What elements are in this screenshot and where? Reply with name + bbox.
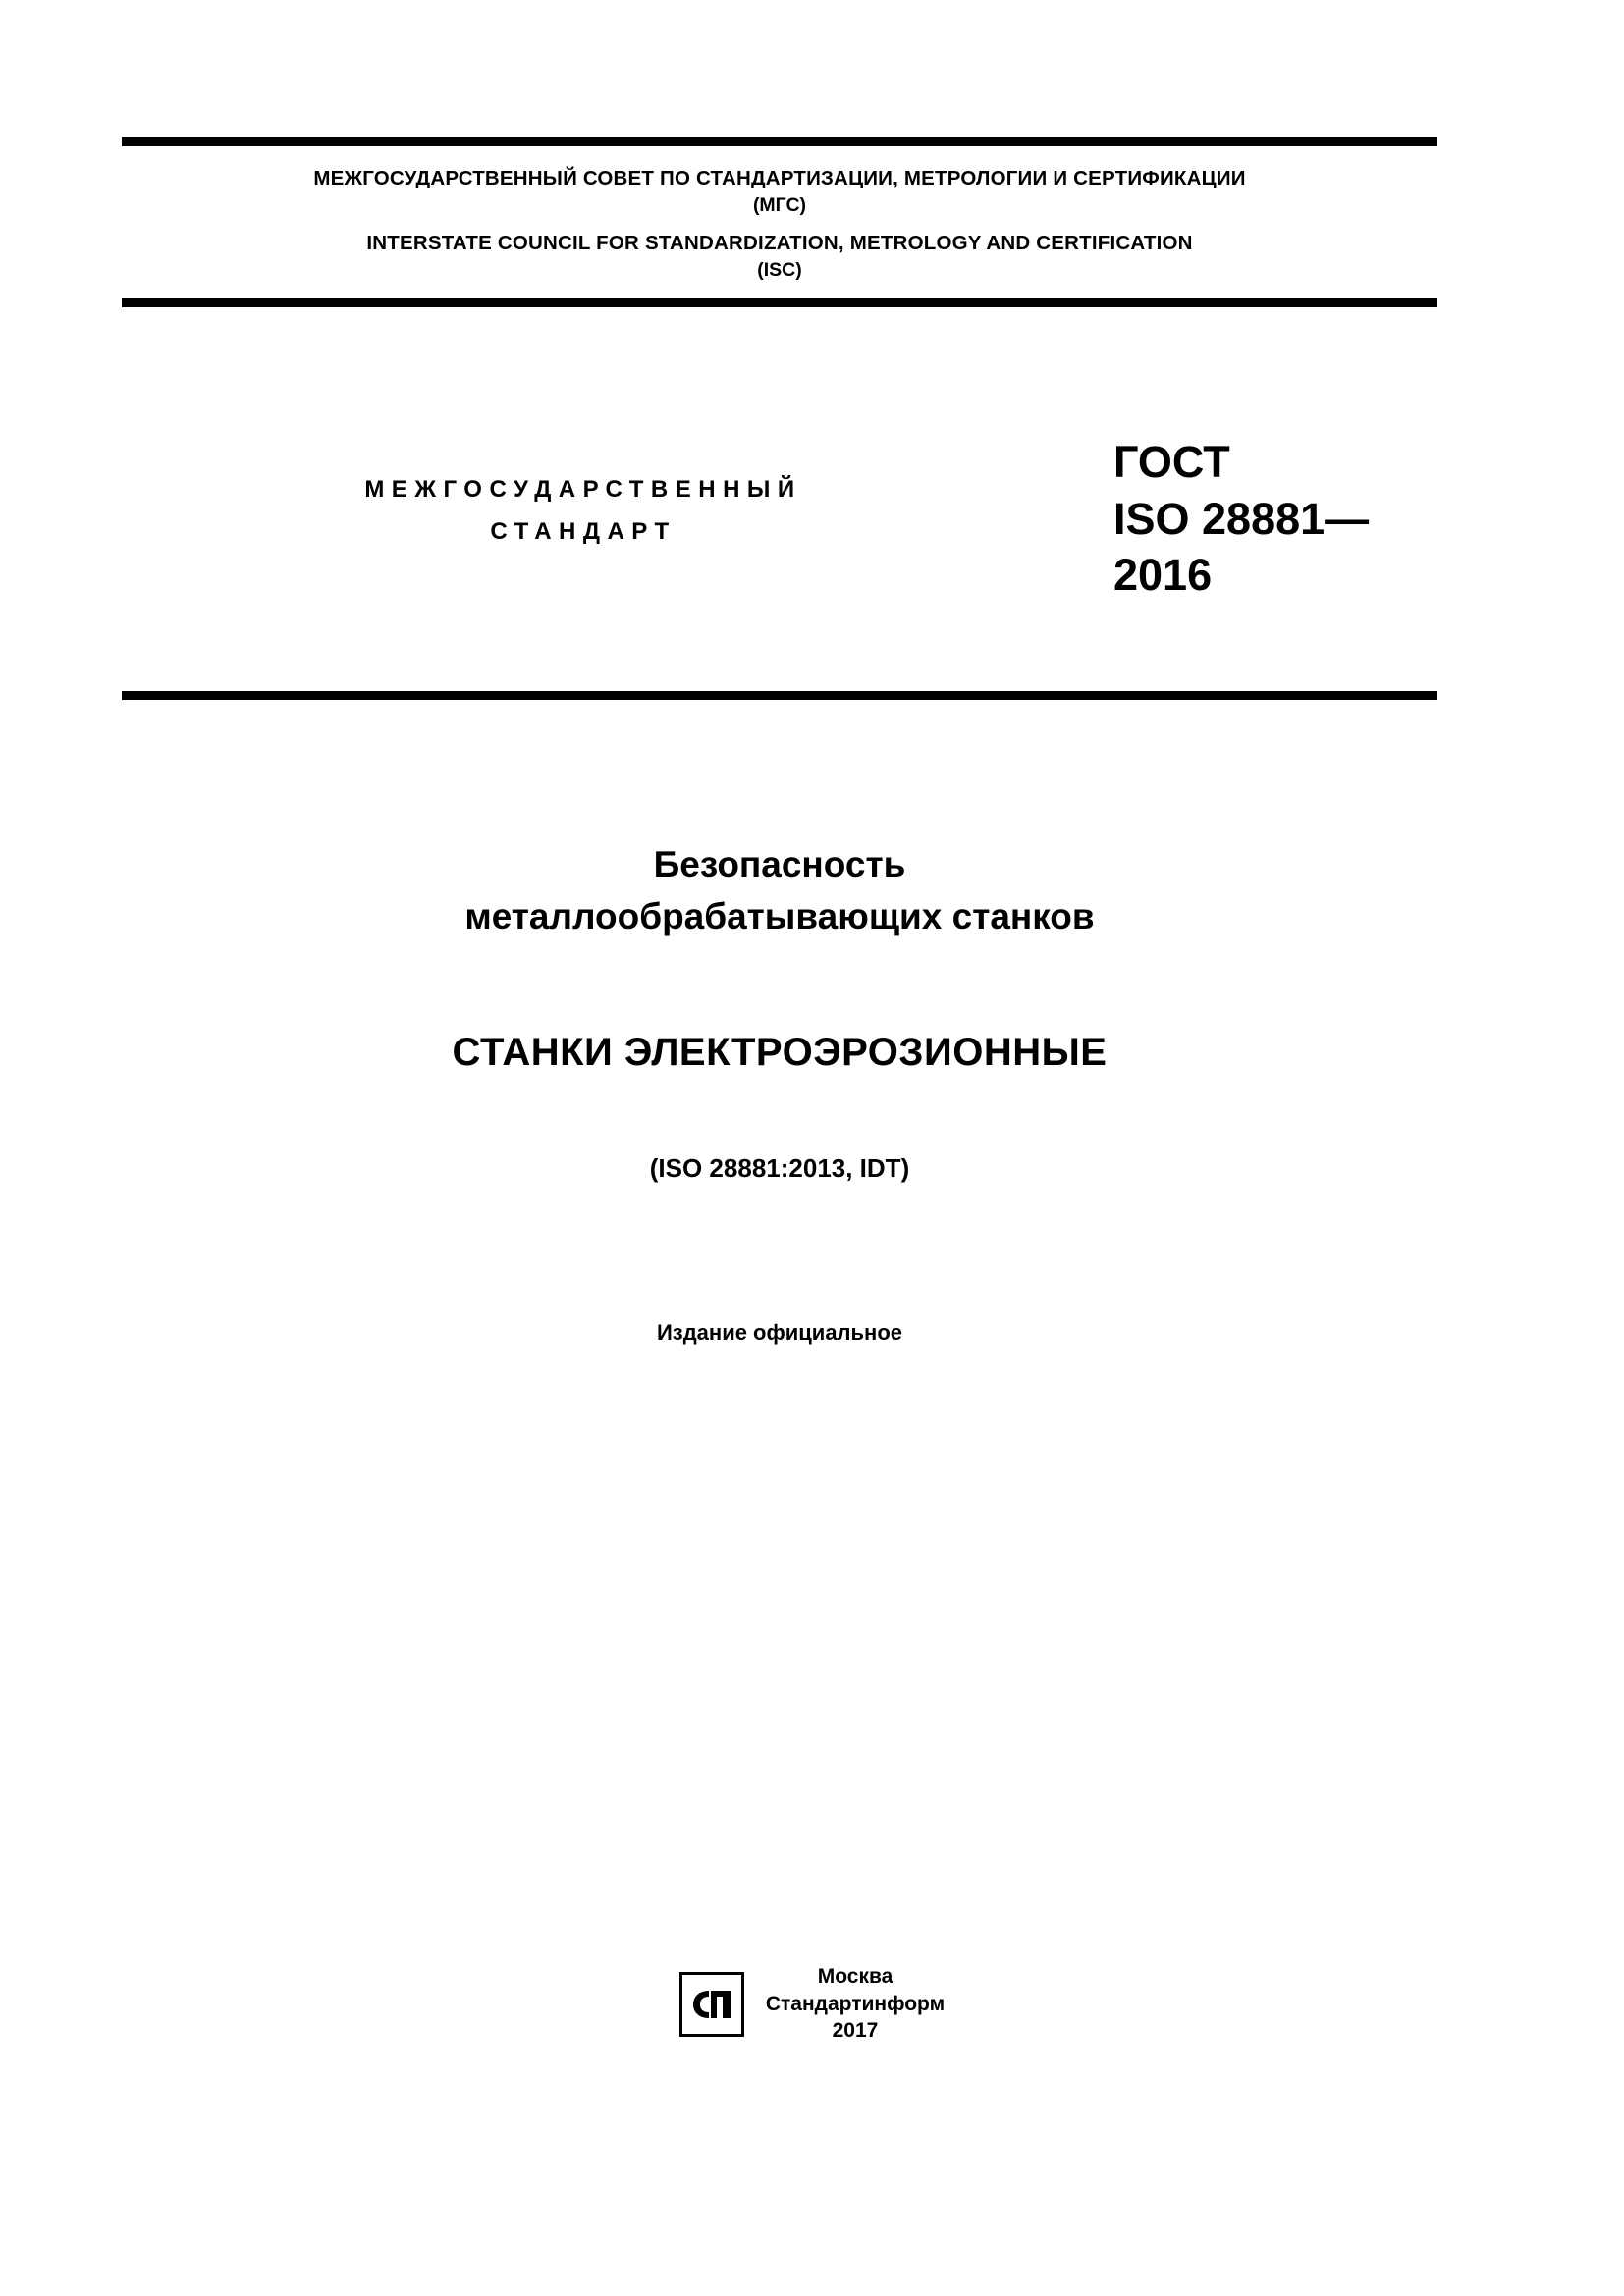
standard-kind-line1: МЕЖГОСУДАРСТВЕННЫЙ: [364, 476, 802, 503]
edition-note: Издание официальное: [656, 1320, 903, 1345]
header-top-rule: [122, 137, 1437, 146]
council-header-block: [122, 137, 1437, 307]
standard-number-line1: ГОСТ: [1113, 437, 1230, 487]
council-ru-abbr: (МГС): [752, 194, 807, 217]
publisher-name: Стандартинформ: [765, 1992, 946, 2015]
document-subject: СТАНКИ ЭЛЕКТРОЭРОЗИОННЫЕ: [452, 1031, 1108, 1074]
standard-number-line2: ISO 28881—: [1113, 493, 1370, 544]
standard-number: [1113, 434, 1526, 604]
standard-kind-line2: СТАНДАРТ: [490, 518, 677, 546]
council-en-line: INTERSTATE COUNCIL FOR STANDARDIZATION, METROLOGY AND CERTIFICATION: [366, 231, 1193, 254]
publisher-year: 2017: [832, 2019, 879, 2043]
header-bottom-rule: [122, 298, 1437, 307]
iso-equivalence: (ISO 28881:2013, IDT): [649, 1153, 910, 1183]
standard-kind: [269, 468, 897, 553]
standartinform-logo-icon: [679, 1972, 744, 2037]
publisher-text: [766, 1963, 945, 2045]
publisher-city: Москва: [817, 1965, 893, 1988]
publisher-block: [0, 1963, 1624, 2045]
council-ru-line: МЕЖГОСУДАРСТВЕННЫЙ СОВЕТ ПО СТАНДАРТИЗАЦИИ, МЕТРОЛОГИИ И СЕРТИФИКАЦИИ: [313, 167, 1246, 189]
page-title-line2: металлообрабатывающих станков: [464, 895, 1095, 936]
council-text: [122, 146, 1437, 298]
page-title: [122, 839, 1437, 942]
page-title-line1: Безопасность: [653, 844, 906, 884]
standard-number-line3: 2016: [1113, 550, 1213, 601]
standard-designation-row: [122, 385, 1437, 699]
designation-bottom-rule: [122, 691, 1437, 700]
council-en-abbr: (ISC): [757, 258, 802, 281]
